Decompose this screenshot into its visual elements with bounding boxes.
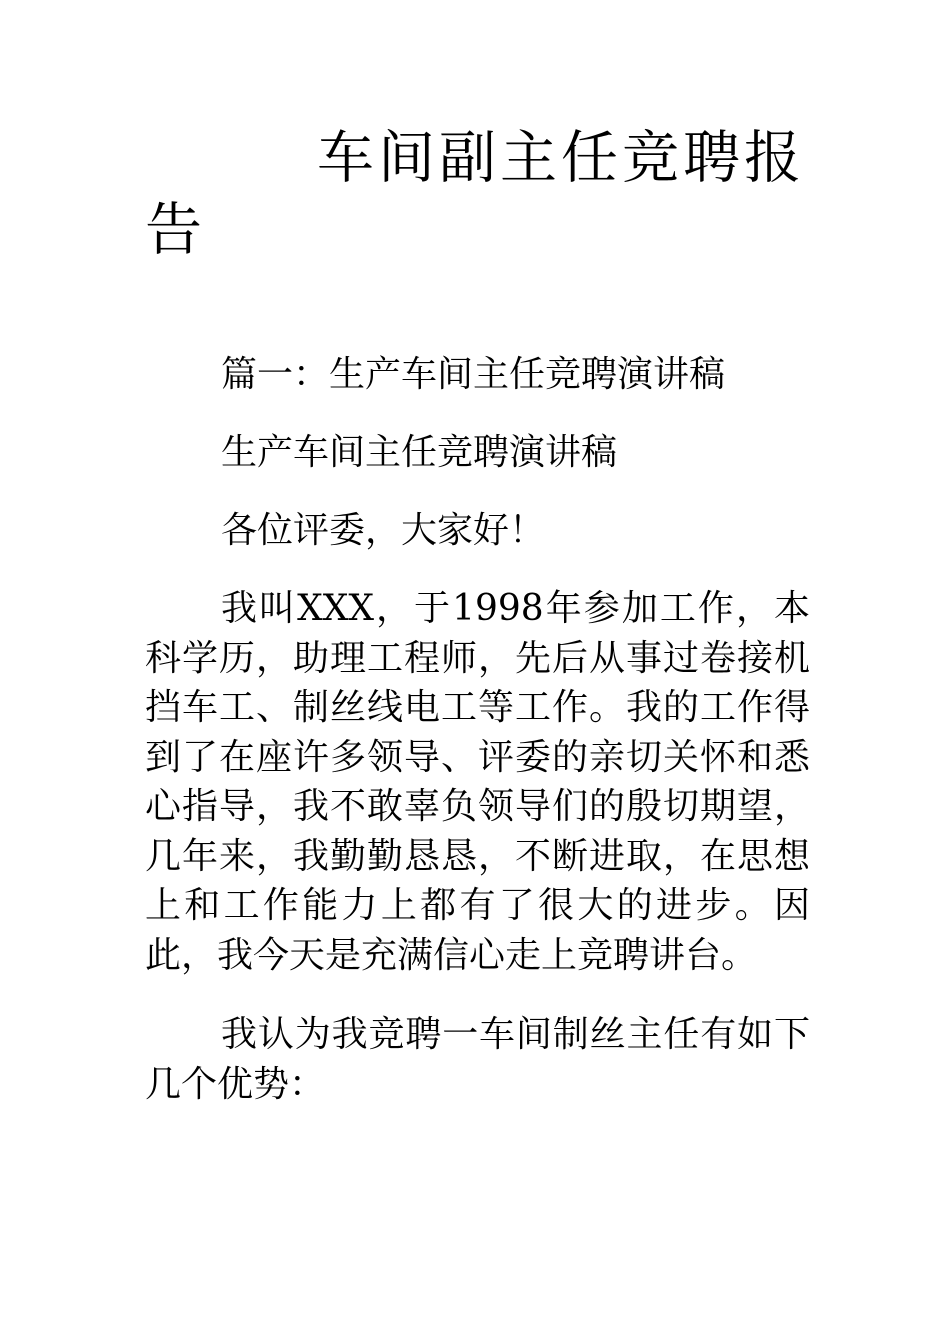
introduction-paragraph: 我叫XXX，于1998年参加工作，本科学历，助理工程师，先后从事过卷接机挡车工、制丝线电工等工作。我的工作得到了在座许多领导、评委的亲切关怀和悉心指导，我不敢辜负领导们的殷切期望，几年来，我勤勤恳恳，不断进取，在思想上和工作能力上都有了很大的进步。因此，我今天是充满信心走上竞聘讲台。: [145, 588, 810, 976]
advantages-paragraph: 我认为我竞聘一车间制丝主任有如下几个优势：: [145, 1014, 810, 1105]
greeting-paragraph: 各位评委，大家好！: [221, 510, 546, 551]
speech-title: 生产车间主任竞聘演讲稿: [221, 432, 618, 473]
document-title: 车间副主任竞聘报告: [145, 125, 805, 263]
section-heading: 篇一：生产车间主任竞聘演讲稿: [221, 354, 726, 395]
